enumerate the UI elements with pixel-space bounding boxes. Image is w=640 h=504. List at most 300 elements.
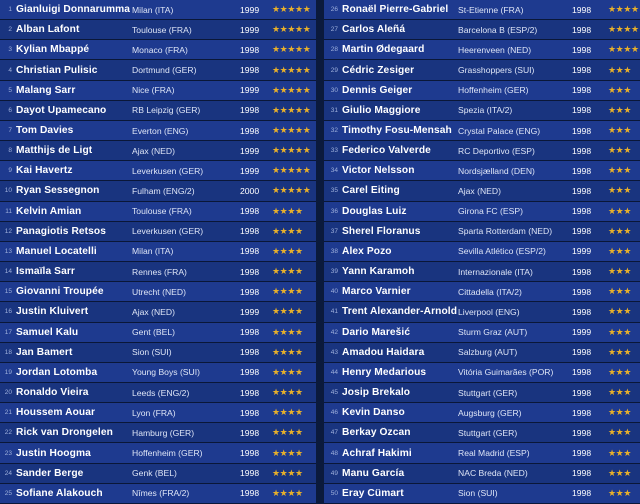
player-name: Houssem Aouar xyxy=(16,407,96,419)
star-icon: ★ xyxy=(615,407,624,418)
player-name: Alban Lafont xyxy=(16,24,80,36)
star-icon: ★ xyxy=(287,4,296,15)
player-row xyxy=(0,403,316,423)
player-name: Kylian Mbappé xyxy=(16,44,90,56)
club-name: Milan (ITA) xyxy=(132,4,174,15)
star-icon: ★ xyxy=(608,346,616,357)
birth-year: 1998 xyxy=(240,488,260,499)
player-name: Trent Alexander-Arnold xyxy=(342,306,458,318)
star-icon: ★ xyxy=(295,346,303,357)
star-icon: ★ xyxy=(615,104,624,115)
star-icon: ★ xyxy=(272,64,280,75)
birth-year: 1999 xyxy=(572,327,592,338)
star-icon: ★ xyxy=(287,427,296,438)
rank-number: 12 xyxy=(4,227,12,235)
star-icon: ★ xyxy=(623,44,632,55)
club-name: Sevilla Atlético (ESP/2) xyxy=(458,246,546,257)
birth-year: 1998 xyxy=(240,387,260,398)
player-row xyxy=(0,40,316,60)
star-icon: ★ xyxy=(279,366,288,377)
player-name: Christian Pulisic xyxy=(16,64,98,76)
rank-number: 47 xyxy=(330,429,338,437)
birth-year: 1998 xyxy=(240,246,260,257)
star-icon: ★ xyxy=(287,447,296,458)
star-icon: ★ xyxy=(615,387,624,398)
rank-number: 25 xyxy=(4,489,12,497)
star-icon: ★ xyxy=(302,185,311,196)
birth-year: 1999 xyxy=(572,246,592,257)
rank-number: 13 xyxy=(4,247,12,255)
birth-year: 1998 xyxy=(572,367,592,378)
rank-number: 17 xyxy=(4,328,12,336)
club-name: RC Deportivo (ESP) xyxy=(458,145,535,156)
rank-number: 4 xyxy=(8,66,12,74)
star-icon: ★ xyxy=(623,407,632,418)
star-rating xyxy=(270,266,316,277)
star-icon: ★ xyxy=(608,4,616,15)
club-name: Gent (BEL) xyxy=(132,327,175,338)
player-row xyxy=(0,343,316,363)
star-icon: ★ xyxy=(615,346,624,357)
player-name: Sherel Floranus xyxy=(342,225,421,237)
star-icon: ★ xyxy=(608,266,616,277)
player-name: Matthijs de Ligt xyxy=(16,145,93,157)
player-row xyxy=(324,81,640,101)
player-row xyxy=(324,403,640,423)
star-icon: ★ xyxy=(279,346,288,357)
star-icon: ★ xyxy=(279,145,288,156)
club-name: Toulouse (FRA) xyxy=(132,206,192,217)
star-icon: ★ xyxy=(272,84,280,95)
club-name: Vitória Guimarães (POR) xyxy=(458,367,554,378)
club-name: Milan (ITA) xyxy=(132,246,174,257)
club-name: Ajax (NED) xyxy=(458,185,501,196)
club-name: Nîmes (FRA/2) xyxy=(132,488,190,499)
star-icon: ★ xyxy=(623,165,632,176)
star-icon: ★ xyxy=(295,286,303,297)
player-name: Ronaël Pierre-Gabriel xyxy=(342,4,449,16)
star-icon: ★ xyxy=(287,245,296,256)
star-icon: ★ xyxy=(295,245,303,256)
star-icon: ★ xyxy=(608,44,616,55)
rank-number: 3 xyxy=(8,46,12,54)
player-name: Ronaldo Vieira xyxy=(16,387,89,399)
star-rating xyxy=(602,327,640,338)
club-name: Liverpool (ENG) xyxy=(458,306,520,317)
star-icon: ★ xyxy=(608,125,616,136)
star-icon: ★ xyxy=(295,205,303,216)
star-icon: ★ xyxy=(608,84,616,95)
star-rating xyxy=(602,226,640,237)
star-icon: ★ xyxy=(272,326,280,337)
club-name: Grasshoppers (SUI) xyxy=(458,65,535,76)
star-rating xyxy=(270,85,316,96)
star-icon: ★ xyxy=(608,286,616,297)
star-icon: ★ xyxy=(295,125,303,136)
rank-number: 20 xyxy=(4,389,12,397)
player-row xyxy=(0,81,316,101)
player-row xyxy=(0,282,316,302)
rank-number: 23 xyxy=(4,449,12,457)
club-name: Dortmund (GER) xyxy=(132,65,197,76)
player-row xyxy=(0,161,316,181)
player-row xyxy=(0,222,316,242)
star-rating xyxy=(602,65,640,76)
player-row xyxy=(0,121,316,141)
rank-number: 45 xyxy=(330,389,338,397)
club-name: Real Madrid (ESP) xyxy=(458,448,530,459)
player-row xyxy=(0,464,316,484)
player-row xyxy=(324,242,640,262)
club-name: RB Leipzig (GER) xyxy=(132,105,201,116)
club-name: Toulouse (FRA) xyxy=(132,24,192,35)
star-icon: ★ xyxy=(279,387,288,398)
birth-year: 1999 xyxy=(240,165,260,176)
star-icon: ★ xyxy=(287,125,296,136)
star-icon: ★ xyxy=(608,165,616,176)
star-icon: ★ xyxy=(272,306,280,317)
star-icon: ★ xyxy=(623,427,632,438)
rank-number: 46 xyxy=(330,409,338,417)
star-rating xyxy=(270,105,316,116)
star-icon: ★ xyxy=(608,387,616,398)
star-icon: ★ xyxy=(615,225,624,236)
birth-year: 1998 xyxy=(240,468,260,479)
star-icon: ★ xyxy=(615,185,624,196)
club-name: Hoffenheim (GER) xyxy=(132,448,203,459)
rank-number: 33 xyxy=(330,147,338,155)
rank-number: 44 xyxy=(330,368,338,376)
star-icon: ★ xyxy=(287,286,296,297)
player-row xyxy=(324,323,640,343)
player-name: Jan Bamert xyxy=(16,346,73,358)
player-name: Timothy Fosu-Mensah xyxy=(342,125,452,137)
star-rating xyxy=(270,44,316,55)
rank-number: 10 xyxy=(4,187,12,195)
star-icon: ★ xyxy=(615,4,624,15)
star-icon: ★ xyxy=(631,44,639,55)
club-name: Sion (SUI) xyxy=(132,347,172,358)
star-rating xyxy=(270,286,316,297)
star-icon: ★ xyxy=(623,306,632,317)
star-icon: ★ xyxy=(623,366,632,377)
star-icon: ★ xyxy=(295,266,303,277)
star-icon: ★ xyxy=(615,165,624,176)
player-name: Martin Ødegaard xyxy=(342,44,425,56)
club-name: Stuttgart (GER) xyxy=(458,387,518,398)
club-name: Utrecht (NED) xyxy=(132,286,186,297)
rank-number: 49 xyxy=(330,469,338,477)
rank-number: 22 xyxy=(4,429,12,437)
star-icon: ★ xyxy=(615,306,624,317)
star-icon: ★ xyxy=(623,4,632,15)
star-icon: ★ xyxy=(623,447,632,458)
star-icon: ★ xyxy=(272,467,280,478)
star-icon: ★ xyxy=(279,467,288,478)
club-name: Ajax (NED) xyxy=(132,145,175,156)
star-icon: ★ xyxy=(631,24,639,35)
rank-number: 36 xyxy=(330,207,338,215)
star-icon: ★ xyxy=(287,145,296,156)
star-icon: ★ xyxy=(623,125,632,136)
star-icon: ★ xyxy=(295,44,303,55)
player-name: Justin Kluivert xyxy=(16,306,89,318)
star-rating xyxy=(602,246,640,257)
player-name: Rick van Drongelen xyxy=(16,427,113,439)
player-name: Dario Marešić xyxy=(342,326,411,338)
star-icon: ★ xyxy=(608,366,616,377)
player-name: Kai Havertz xyxy=(16,165,73,177)
player-row xyxy=(0,141,316,161)
star-rating xyxy=(270,206,316,217)
club-name: Salzburg (AUT) xyxy=(458,347,518,358)
star-rating xyxy=(602,488,640,499)
rank-number: 28 xyxy=(330,46,338,54)
star-icon: ★ xyxy=(279,286,288,297)
rank-number: 27 xyxy=(330,26,338,34)
rankings-column-left xyxy=(0,0,316,504)
player-row xyxy=(0,101,316,121)
club-name: Monaco (FRA) xyxy=(132,44,188,55)
star-icon: ★ xyxy=(295,487,303,498)
rank-number: 30 xyxy=(330,86,338,94)
player-name: Dennis Geiger xyxy=(342,84,413,96)
star-icon: ★ xyxy=(272,225,280,236)
player-row xyxy=(0,202,316,222)
star-rating xyxy=(270,306,316,317)
star-icon: ★ xyxy=(272,487,280,498)
birth-year: 1998 xyxy=(572,448,592,459)
birth-year: 1999 xyxy=(240,306,260,317)
star-rating xyxy=(270,468,316,479)
star-icon: ★ xyxy=(623,64,632,75)
star-icon: ★ xyxy=(287,64,296,75)
star-icon: ★ xyxy=(295,84,303,95)
rank-number: 11 xyxy=(5,207,12,215)
star-icon: ★ xyxy=(295,326,303,337)
rank-number: 48 xyxy=(330,449,338,457)
player-name: Berkay Özcan xyxy=(342,427,411,439)
birth-year: 1999 xyxy=(240,145,260,156)
birth-year: 1998 xyxy=(572,185,592,196)
player-row xyxy=(0,363,316,383)
player-name: Sofiane Alakouch xyxy=(16,487,103,499)
star-icon: ★ xyxy=(279,306,288,317)
star-rating xyxy=(602,105,640,116)
star-icon: ★ xyxy=(272,266,280,277)
rank-number: 5 xyxy=(8,86,12,94)
player-row xyxy=(324,202,640,222)
club-name: Ajax (NED) xyxy=(132,306,175,317)
star-icon: ★ xyxy=(623,326,632,337)
star-icon: ★ xyxy=(279,225,288,236)
club-name: Internazionale (ITA) xyxy=(458,266,533,277)
star-rating xyxy=(270,4,316,15)
star-rating xyxy=(602,427,640,438)
star-icon: ★ xyxy=(608,245,616,256)
star-icon: ★ xyxy=(295,24,303,35)
star-icon: ★ xyxy=(608,487,616,498)
club-name: Barcelona B (ESP/2) xyxy=(458,24,538,35)
birth-year: 1998 xyxy=(572,286,592,297)
club-name: Genk (BEL) xyxy=(132,468,177,479)
birth-year: 1998 xyxy=(240,44,260,55)
club-name: Hoffenheim (GER) xyxy=(458,85,529,96)
star-icon: ★ xyxy=(608,467,616,478)
star-icon: ★ xyxy=(287,84,296,95)
club-name: Nordsjælland (DEN) xyxy=(458,165,535,176)
rank-number: 2 xyxy=(8,26,12,34)
rank-number: 21 xyxy=(4,409,12,417)
birth-year: 1998 xyxy=(572,468,592,479)
star-rating xyxy=(602,125,640,136)
star-icon: ★ xyxy=(615,44,624,55)
star-icon: ★ xyxy=(272,387,280,398)
star-icon: ★ xyxy=(302,145,311,156)
star-icon: ★ xyxy=(295,467,303,478)
player-name: Federico Valverde xyxy=(342,145,431,157)
birth-year: 1998 xyxy=(572,105,592,116)
star-icon: ★ xyxy=(279,205,288,216)
star-icon: ★ xyxy=(279,185,288,196)
player-row xyxy=(324,20,640,40)
star-icon: ★ xyxy=(302,44,311,55)
player-row xyxy=(324,60,640,80)
star-icon: ★ xyxy=(295,104,303,115)
rank-number: 37 xyxy=(330,227,338,235)
star-icon: ★ xyxy=(302,64,311,75)
star-icon: ★ xyxy=(623,346,632,357)
star-icon: ★ xyxy=(279,4,288,15)
player-name: Josip Brekalo xyxy=(342,387,411,399)
birth-year: 1998 xyxy=(572,65,592,76)
club-name: Hamburg (GER) xyxy=(132,427,195,438)
star-icon: ★ xyxy=(623,145,632,156)
player-row xyxy=(324,302,640,322)
star-icon: ★ xyxy=(615,286,624,297)
star-icon: ★ xyxy=(615,64,624,75)
star-icon: ★ xyxy=(279,24,288,35)
star-rating xyxy=(602,44,640,55)
star-icon: ★ xyxy=(615,24,624,35)
star-rating xyxy=(270,347,316,358)
club-name: Sion (SUI) xyxy=(458,488,498,499)
star-rating xyxy=(602,407,640,418)
birth-year: 1998 xyxy=(572,145,592,156)
star-icon: ★ xyxy=(608,447,616,458)
star-icon: ★ xyxy=(287,44,296,55)
star-icon: ★ xyxy=(608,104,616,115)
rank-number: 41 xyxy=(330,308,338,316)
player-row xyxy=(0,443,316,463)
star-icon: ★ xyxy=(272,366,280,377)
birth-year: 1998 xyxy=(572,125,592,136)
star-icon: ★ xyxy=(287,487,296,498)
star-icon: ★ xyxy=(623,266,632,277)
star-icon: ★ xyxy=(608,225,616,236)
rank-number: 40 xyxy=(330,288,338,296)
star-icon: ★ xyxy=(272,165,280,176)
star-icon: ★ xyxy=(615,467,624,478)
star-rating xyxy=(270,24,316,35)
star-rating xyxy=(602,367,640,378)
birth-year: 1998 xyxy=(240,226,260,237)
star-icon: ★ xyxy=(295,387,303,398)
birth-year: 1998 xyxy=(572,407,592,418)
star-icon: ★ xyxy=(608,326,616,337)
player-row xyxy=(324,262,640,282)
player-name: Álex Pozo xyxy=(342,245,392,257)
star-icon: ★ xyxy=(295,165,303,176)
star-rating xyxy=(270,488,316,499)
player-row xyxy=(0,20,316,40)
star-icon: ★ xyxy=(272,44,280,55)
star-rating xyxy=(270,367,316,378)
star-icon: ★ xyxy=(302,104,311,115)
star-icon: ★ xyxy=(279,447,288,458)
rank-number: 38 xyxy=(330,247,338,255)
star-icon: ★ xyxy=(623,286,632,297)
star-icon: ★ xyxy=(295,64,303,75)
player-name: Achraf Hakimi xyxy=(342,447,412,459)
player-name: Amadou Haidara xyxy=(342,346,425,358)
star-icon: ★ xyxy=(615,447,624,458)
player-name: Justin Hoogma xyxy=(16,447,91,459)
star-icon: ★ xyxy=(272,286,280,297)
birth-year: 1998 xyxy=(572,226,592,237)
player-row xyxy=(324,484,640,504)
player-name: Gianluigi Donnarumma xyxy=(16,4,131,16)
star-icon: ★ xyxy=(623,487,632,498)
birth-year: 1998 xyxy=(572,165,592,176)
star-icon: ★ xyxy=(272,346,280,357)
star-icon: ★ xyxy=(287,346,296,357)
star-icon: ★ xyxy=(287,407,296,418)
player-row xyxy=(0,60,316,80)
rank-number: 35 xyxy=(330,187,338,195)
rank-number: 32 xyxy=(330,127,338,135)
birth-year: 1998 xyxy=(240,448,260,459)
star-icon: ★ xyxy=(302,84,311,95)
star-icon: ★ xyxy=(608,185,616,196)
club-name: Everton (ENG) xyxy=(132,125,189,136)
star-icon: ★ xyxy=(302,24,311,35)
star-icon: ★ xyxy=(623,245,632,256)
rank-number: 26 xyxy=(330,6,338,14)
star-icon: ★ xyxy=(615,125,624,136)
star-icon: ★ xyxy=(615,326,624,337)
birth-year: 1998 xyxy=(240,407,260,418)
club-name: Young Boys (SUI) xyxy=(132,367,200,378)
rank-number: 18 xyxy=(4,348,12,356)
star-rating xyxy=(270,145,316,156)
star-icon: ★ xyxy=(279,427,288,438)
club-name: Fulham (ENG/2) xyxy=(132,185,195,196)
star-icon: ★ xyxy=(272,427,280,438)
rank-number: 7 xyxy=(8,127,12,135)
star-icon: ★ xyxy=(615,487,624,498)
star-icon: ★ xyxy=(287,326,296,337)
star-rating xyxy=(602,448,640,459)
star-rating xyxy=(602,266,640,277)
star-icon: ★ xyxy=(615,145,624,156)
player-row xyxy=(0,181,316,201)
star-rating xyxy=(602,206,640,217)
birth-year: 1998 xyxy=(572,206,592,217)
rank-number: 39 xyxy=(330,268,338,276)
star-icon: ★ xyxy=(295,306,303,317)
player-name: Ismaïla Sarr xyxy=(16,266,75,278)
